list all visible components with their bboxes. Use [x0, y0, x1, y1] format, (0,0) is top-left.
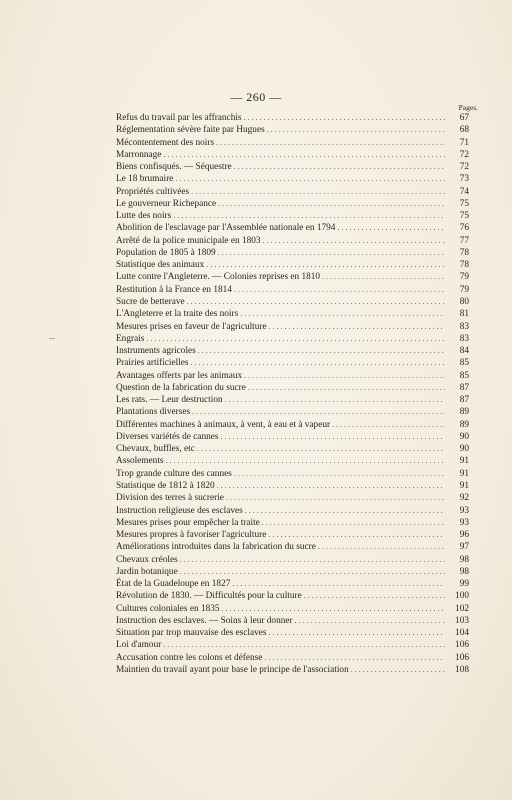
dot-leader [244, 112, 445, 124]
toc-entry [116, 394, 469, 406]
toc-entry [116, 333, 469, 345]
toc-entry-page: 100 [455, 591, 469, 602]
toc-entry [116, 406, 469, 418]
toc-entry-page: 106 [455, 652, 469, 663]
toc-entry [116, 443, 469, 455]
toc-entry-title: Restitution à la France en 1814 [116, 284, 232, 295]
toc-entry-title: Diverses variétés de cannes [116, 431, 219, 442]
toc-entry-title: Situation par trop mauvaise des esclaves [116, 628, 267, 639]
toc-entry-page: 79 [459, 284, 469, 295]
toc-entry-title: Assolements [116, 456, 164, 467]
toc-entry [116, 235, 469, 247]
toc-entry-title: Mesures prises en faveur de l'agriculture [116, 321, 267, 332]
dot-leader [240, 308, 445, 320]
toc-entry-title: Maintien du travail ayant pour base le principe de l'association [116, 664, 349, 675]
dot-leader [234, 161, 445, 173]
dot-leader [245, 505, 445, 517]
toc-entry-title: Sucre de betterave [116, 296, 185, 307]
toc-entry [116, 308, 469, 320]
toc-entry [116, 566, 469, 578]
toc-entry-title: Division des terres à sucrerie [116, 493, 224, 504]
toc-entry [116, 149, 469, 161]
toc-entry-page: 83 [459, 333, 469, 344]
toc-entry [116, 210, 469, 222]
dot-leader [226, 492, 445, 504]
toc-entry-title: Loi d'amour [116, 640, 162, 651]
toc-entry [116, 137, 469, 149]
toc-entry-title: Chevaux créoles [116, 554, 178, 565]
dot-leader [175, 173, 445, 185]
toc-entry-page: 96 [459, 530, 469, 541]
toc-entry-page: 83 [459, 321, 469, 332]
toc-entry-page: 91 [459, 456, 469, 467]
toc-entry [116, 284, 469, 296]
toc-entry-title: Arrêté de la police municipale en 1803 [116, 235, 261, 246]
dot-leader [295, 615, 445, 627]
toc-entry-page: 73 [459, 174, 469, 185]
dot-leader [269, 627, 445, 639]
dot-leader [225, 394, 445, 406]
toc-entry-page: 103 [455, 615, 469, 626]
dot-leader [234, 284, 445, 296]
toc-entry-page: 78 [459, 247, 469, 258]
toc-entry-title: Réglementation sévère faite par Hugues [116, 125, 265, 136]
dot-leader [192, 406, 445, 418]
toc-entry-title: État de la Guadeloupe en 1827 [116, 579, 231, 590]
toc-entry-title: Instruction des esclaves. — Soins à leur donner [116, 615, 293, 626]
toc-entry [116, 492, 469, 504]
toc-entry [116, 627, 469, 639]
toc-entry-title: Question de la fabrication du sucre [116, 382, 246, 393]
dot-leader [218, 247, 445, 259]
dot-leader [304, 590, 445, 602]
toc-entry-title: Population de 1805 à 1809 [116, 247, 216, 258]
toc-entry-page: 91 [459, 480, 469, 491]
dot-leader [264, 652, 445, 664]
toc-entry-title: Lutte des noirs [116, 211, 172, 222]
dot-leader [268, 529, 445, 541]
toc-entry-page: 67 [459, 113, 469, 123]
toc-entry [116, 554, 469, 566]
dot-leader [244, 370, 445, 382]
toc-entry-title: Jardin botanique [116, 566, 178, 577]
pages-column-label: Pages. [458, 103, 478, 112]
toc-entry [116, 603, 469, 615]
dot-leader [267, 124, 445, 136]
toc-entry-page: 87 [459, 382, 469, 393]
toc-entry-page: 91 [459, 468, 469, 479]
toc-entry-title: Différentes machines à animaux, à vent, à eau et à vapeur [116, 419, 331, 430]
toc-entry [116, 370, 469, 382]
toc-entry [116, 124, 469, 136]
toc-entry [116, 173, 469, 185]
dot-leader [198, 345, 445, 357]
toc-entry-title: Cultures coloniales en 1835 [116, 603, 220, 614]
toc-entry-title: Biens confisqués. — Séquestre [116, 162, 232, 173]
dot-leader [206, 259, 445, 271]
toc-entry [116, 112, 469, 124]
margin-mark [49, 338, 55, 342]
toc-entry-page: 74 [459, 186, 469, 197]
toc-entry-title: Statistique de 1812 à 1820 [116, 480, 215, 491]
toc-entry-title: Lutte contre l'Angleterre. — Colonies reprises en 1810 [116, 272, 321, 283]
toc-entry-title: Prairies artificielles [116, 358, 189, 369]
toc-entry-title: Accusation contre les colons et défense [116, 652, 263, 663]
dot-leader [318, 541, 445, 553]
toc-entry-page: 84 [459, 346, 469, 357]
toc-entry-page: 72 [459, 149, 469, 160]
toc-entry [116, 247, 469, 259]
toc-entry-page: 72 [459, 162, 469, 173]
dot-leader [166, 455, 445, 467]
toc-entry [116, 541, 469, 553]
toc-entry-page: 80 [459, 296, 469, 307]
toc-entry [116, 590, 469, 602]
toc-entry-page: 75 [459, 198, 469, 209]
dot-leader [191, 357, 445, 369]
dot-leader [187, 296, 445, 308]
toc-entry-page: 75 [459, 211, 469, 222]
toc-entry-page: 90 [459, 431, 469, 442]
dot-leader [163, 149, 445, 161]
toc-entry-title: Statistique des animaux [116, 260, 205, 271]
toc-entry [116, 186, 469, 198]
toc-entry [116, 505, 469, 517]
toc-entry [116, 345, 469, 357]
dot-leader [163, 639, 445, 651]
dot-leader [262, 517, 445, 529]
dot-leader [248, 382, 445, 394]
dot-leader [218, 198, 445, 210]
toc-entry [116, 259, 469, 271]
dot-leader [351, 664, 445, 676]
page-number: — 260 — [230, 90, 282, 104]
toc-entry-title: Le gouverneur Richepance [116, 198, 217, 209]
toc-entry-title: Plantations diverses [116, 407, 191, 418]
toc-entry-title: L'Angleterre et la traite des noirs [116, 309, 239, 320]
dot-leader [217, 480, 445, 492]
toc-entry-page: 89 [459, 419, 469, 430]
toc-entry [116, 455, 469, 467]
toc-entry-title: Chevaux, buffles, etc [116, 444, 195, 455]
dot-leader [234, 468, 445, 480]
toc-entry [116, 517, 469, 529]
toc-entry [116, 357, 469, 369]
toc-entry [116, 271, 469, 283]
toc-entry-title: Les rats. — Leur destruction [116, 395, 223, 406]
toc-entry-title: Instruction religieuse des esclaves [116, 505, 243, 516]
dot-leader [146, 333, 445, 345]
toc-entry [116, 529, 469, 541]
toc-entry-title: Mesures prises pour empêcher la traite [116, 517, 260, 528]
toc-entry-page: 85 [459, 358, 469, 369]
toc-entry [116, 161, 469, 173]
toc-entry [116, 382, 469, 394]
toc-entry-page: 98 [459, 554, 469, 565]
toc-entry-title: Propriétés cultivées [116, 186, 190, 197]
toc-entry [116, 222, 469, 234]
dot-leader [222, 603, 445, 615]
toc-entry-title: Mécontentement des noirs [116, 137, 215, 148]
toc-entry-page: 71 [459, 137, 469, 148]
dot-leader [232, 578, 445, 590]
dot-leader [180, 554, 445, 566]
toc-entry-page: 81 [459, 309, 469, 320]
toc-entry-page: 99 [459, 579, 469, 590]
toc-entry [116, 615, 469, 627]
dot-leader [322, 271, 445, 283]
toc-entry-page: 89 [459, 407, 469, 418]
toc-entry [116, 652, 469, 664]
toc-entry-page: 79 [459, 272, 469, 283]
toc-entry-page: 93 [459, 517, 469, 528]
toc-entry-page: 104 [455, 628, 469, 639]
toc-entry-page: 97 [459, 542, 469, 553]
toc-entry [116, 419, 469, 431]
toc-entry-page: 102 [455, 603, 469, 614]
toc-entry-title: Mesures propres à favoriser l'agriculture [116, 530, 267, 541]
toc-entry-page: 90 [459, 444, 469, 455]
dot-leader [263, 235, 445, 247]
dot-leader [197, 443, 445, 455]
dot-leader [337, 222, 445, 234]
table-of-contents [116, 112, 469, 676]
toc-entry [116, 296, 469, 308]
dot-leader [216, 137, 445, 149]
toc-entry-title: Abolition de l'esclavage par l'Assemblée nationale en 1794 [116, 223, 336, 234]
toc-entry [116, 639, 469, 651]
toc-entry [116, 578, 469, 590]
toc-entry [116, 198, 469, 210]
toc-entry-title: Avantages offerts par les animaux [116, 370, 243, 381]
dot-leader [180, 566, 445, 578]
toc-entry-page: 77 [459, 235, 469, 246]
toc-entry-page: 78 [459, 260, 469, 271]
toc-entry [116, 480, 469, 492]
toc-entry-page: 92 [459, 493, 469, 504]
toc-entry-page: 76 [459, 223, 469, 234]
toc-entry-page: 93 [459, 505, 469, 516]
toc-entry-title: Trop grande culture des cannes [116, 468, 232, 479]
toc-entry-title: Marronnage [116, 149, 162, 160]
toc-entry [116, 431, 469, 443]
toc-entry-title: Améliorations introduites dans la fabrication du sucre [116, 542, 316, 553]
toc-entry-page: 68 [459, 125, 469, 136]
dot-leader [269, 321, 445, 333]
dot-leader [191, 186, 445, 198]
toc-entry-page: 85 [459, 370, 469, 381]
toc-entry-title: Le 18 brumaire [116, 174, 174, 185]
toc-entry [116, 468, 469, 480]
toc-entry [116, 664, 469, 676]
toc-entry-title: Refus du travail par les affranchis [116, 113, 242, 123]
toc-entry-title: Instruments agricoles [116, 346, 196, 357]
dot-leader [173, 210, 445, 222]
toc-entry-title: Révolution de 1830. — Difficultés pour la culture [116, 591, 302, 602]
toc-entry-page: 108 [455, 664, 469, 675]
toc-entry-page: 87 [459, 395, 469, 406]
toc-entry-page: 98 [459, 566, 469, 577]
dot-leader [220, 431, 445, 443]
toc-entry [116, 321, 469, 333]
toc-entry-page: 106 [455, 640, 469, 651]
dot-leader [332, 419, 445, 431]
toc-entry-title: Engrais [116, 333, 145, 344]
